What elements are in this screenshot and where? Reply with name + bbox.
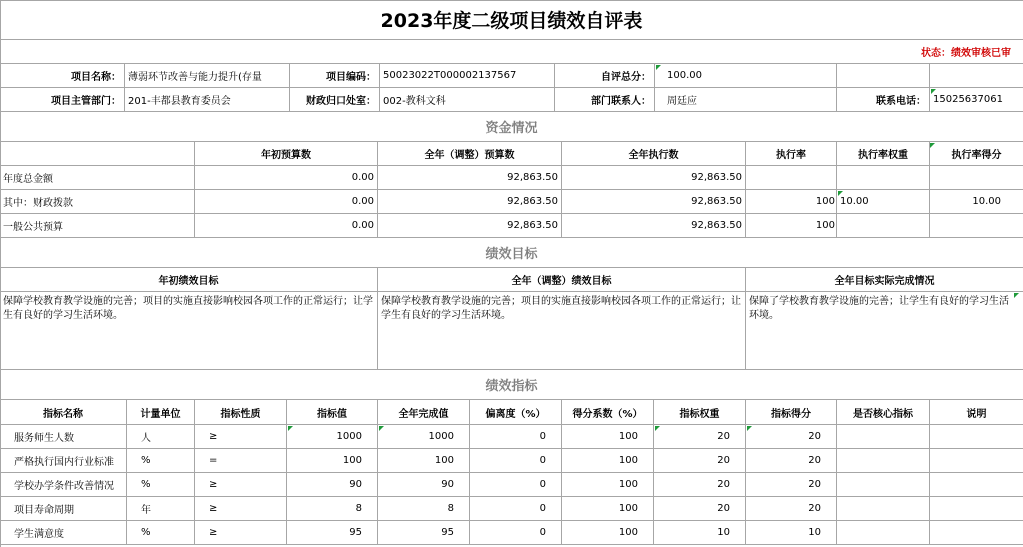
ind-coef[interactable]: 100 bbox=[562, 497, 654, 520]
ind-header-nature: 指标性质 bbox=[195, 400, 287, 424]
project-code-value[interactable]: 50023022T000002137567 bbox=[380, 64, 555, 87]
ind-note[interactable] bbox=[930, 473, 1023, 496]
finance-office-value[interactable]: 002-教科文科 bbox=[380, 88, 555, 111]
indicator-row bbox=[0, 449, 1023, 473]
ind-deviation[interactable]: 0 bbox=[470, 473, 562, 496]
ind-score[interactable]: 20 bbox=[746, 497, 837, 520]
phone-label: 联系电话： bbox=[837, 88, 930, 111]
funds-row-name: 一般公共预算 bbox=[0, 214, 195, 237]
goal-initial-text[interactable]: 保障学校教育教学设施的完善；项目的实施直接影响校园各项工作的正常运行；让学生有良好的学习生活环境。 bbox=[0, 292, 378, 369]
funds-row-rate[interactable]: 100 bbox=[746, 190, 837, 213]
indicator-row bbox=[0, 425, 1023, 449]
ind-note[interactable] bbox=[930, 497, 1023, 520]
ind-score[interactable]: 10 bbox=[746, 521, 837, 544]
ind-nature[interactable]: ≥ bbox=[195, 425, 287, 448]
ind-header-target: 指标值 bbox=[287, 400, 378, 424]
ind-actual[interactable]: 90 bbox=[378, 473, 470, 496]
funds-section-row bbox=[0, 112, 1023, 142]
ind-actual[interactable]: 8 bbox=[378, 497, 470, 520]
ind-header-deviation: 偏离度（%） bbox=[470, 400, 562, 424]
ind-target[interactable]: 100 bbox=[287, 449, 378, 472]
dept-label: 项目主管部门： bbox=[0, 88, 125, 111]
funds-row-initial[interactable]: 0.00 bbox=[195, 166, 378, 189]
funds-row-score[interactable]: 10.00 bbox=[972, 196, 1001, 207]
funds-header-weight: 执行率权重 bbox=[837, 142, 930, 165]
info-row-2 bbox=[0, 88, 1023, 112]
goal-actual-text[interactable]: 保障了学校教育教学设施的完善；让学生有良好的学习生活环境。 bbox=[749, 296, 1009, 321]
funds-row-score[interactable] bbox=[930, 214, 1023, 237]
ind-score[interactable]: 20 bbox=[746, 473, 837, 496]
info-empty-cell[interactable] bbox=[837, 64, 930, 87]
indicators-section-row bbox=[0, 370, 1023, 400]
funds-header-executed: 全年执行数 bbox=[562, 142, 746, 165]
ind-note[interactable] bbox=[930, 449, 1023, 472]
ind-core[interactable] bbox=[837, 425, 930, 448]
project-name-label: 项目名称： bbox=[0, 64, 125, 87]
ind-deviation[interactable]: 0 bbox=[470, 425, 562, 448]
ind-header-name: 指标名称 bbox=[0, 400, 127, 424]
indicators-header-row bbox=[0, 400, 1023, 425]
contact-label: 部门联系人： bbox=[555, 88, 655, 111]
ind-target[interactable]: 95 bbox=[287, 521, 378, 544]
ind-target[interactable]: 8 bbox=[287, 497, 378, 520]
ind-coef[interactable]: 100 bbox=[562, 425, 654, 448]
ind-name: 学生满意度 bbox=[0, 521, 127, 544]
ind-target[interactable]: 1000 bbox=[287, 425, 378, 448]
funds-row-rate[interactable] bbox=[746, 166, 837, 189]
ind-nature[interactable]: ≥ bbox=[195, 521, 287, 544]
ind-note[interactable] bbox=[930, 521, 1023, 544]
funds-section-title: 资金情况 bbox=[485, 121, 538, 136]
finance-office-label: 财政归口处室： bbox=[290, 88, 380, 111]
funds-header-initial: 年初预算数 bbox=[195, 142, 378, 165]
ind-coef[interactable]: 100 bbox=[562, 473, 654, 496]
project-name-value[interactable]: 薄弱环节改善与能力提升(存量 bbox=[125, 64, 290, 87]
ind-deviation[interactable]: 0 bbox=[470, 497, 562, 520]
ind-name: 学校办学条件改善情况 bbox=[0, 473, 127, 496]
ind-header-unit: 计量单位 bbox=[127, 400, 195, 424]
ind-core[interactable] bbox=[837, 497, 930, 520]
ind-name: 项目寿命周期 bbox=[0, 497, 127, 520]
ind-header-score: 指标得分 bbox=[746, 400, 837, 424]
funds-row-executed[interactable]: 92,863.50 bbox=[562, 214, 746, 237]
funds-row-executed[interactable]: 92,863.50 bbox=[562, 166, 746, 189]
ind-weight[interactable]: 20 bbox=[654, 449, 746, 472]
ind-score[interactable]: 20 bbox=[746, 449, 837, 472]
ind-target[interactable]: 90 bbox=[287, 473, 378, 496]
funds-header-empty bbox=[0, 142, 195, 165]
goals-header-actual: 全年目标实际完成情况 bbox=[834, 276, 935, 287]
funds-row-adjusted[interactable]: 92,863.50 bbox=[378, 190, 562, 213]
goal-adjusted-text[interactable]: 保障学校教育教学设施的完善；项目的实施直接影响校园各项工作的正常运行；让学生有良好的学习生活环境。 bbox=[378, 292, 746, 369]
ind-core[interactable] bbox=[837, 521, 930, 544]
ind-coef[interactable]: 100 bbox=[562, 449, 654, 472]
ind-header-actual: 全年完成值 bbox=[378, 400, 470, 424]
funds-row-weight[interactable] bbox=[837, 166, 930, 189]
ind-header-coef: 得分系数（%） bbox=[562, 400, 654, 424]
ind-core[interactable] bbox=[837, 473, 930, 496]
ind-weight[interactable]: 20 bbox=[654, 473, 746, 496]
ind-note[interactable] bbox=[930, 425, 1023, 448]
self-score-label: 自评总分： bbox=[555, 64, 655, 87]
funds-row-weight[interactable]: 10.00 bbox=[837, 190, 930, 213]
funds-row-rate[interactable]: 100 bbox=[746, 214, 837, 237]
info-row-1 bbox=[0, 64, 1023, 88]
ind-header-core: 是否核心指标 bbox=[837, 400, 930, 424]
ind-header-weight: 指标权重 bbox=[654, 400, 746, 424]
funds-header-row bbox=[0, 142, 1023, 166]
goals-content-row bbox=[0, 292, 1023, 370]
funds-row bbox=[0, 190, 1023, 214]
ind-core[interactable] bbox=[837, 449, 930, 472]
funds-row-score[interactable] bbox=[930, 166, 1023, 189]
funds-row-adjusted[interactable]: 92,863.50 bbox=[378, 214, 562, 237]
funds-row-adjusted[interactable]: 92,863.50 bbox=[378, 166, 562, 189]
ind-nature[interactable]: = bbox=[195, 449, 287, 472]
funds-row bbox=[0, 166, 1023, 190]
ind-deviation[interactable]: 0 bbox=[470, 449, 562, 472]
funds-row-initial[interactable]: 0.00 bbox=[195, 190, 378, 213]
self-score-value[interactable]: 100.00 bbox=[655, 64, 837, 87]
status-text: 状态：绩效审核已审 bbox=[921, 48, 1011, 59]
funds-row-name: 其中：财政拨款 bbox=[0, 190, 195, 213]
project-code-label: 项目编码： bbox=[290, 64, 380, 87]
goals-section-title: 绩效目标 bbox=[485, 247, 538, 262]
ind-name: 严格执行国内行业标准 bbox=[0, 449, 127, 472]
ind-actual[interactable]: 1000 bbox=[378, 425, 470, 448]
indicators-section-title: 绩效指标 bbox=[485, 379, 538, 394]
funds-row-executed[interactable]: 92,863.50 bbox=[562, 190, 746, 213]
ind-unit[interactable]: 人 bbox=[127, 425, 195, 448]
funds-row-initial[interactable]: 0.00 bbox=[195, 214, 378, 237]
ind-unit[interactable]: % bbox=[127, 473, 195, 496]
ind-unit[interactable]: % bbox=[127, 521, 195, 544]
goals-header-adjusted: 全年（调整）绩效目标 bbox=[378, 268, 746, 291]
funds-row bbox=[0, 214, 1023, 238]
goals-section-row bbox=[0, 238, 1023, 268]
ind-score[interactable]: 20 bbox=[746, 425, 837, 448]
page-title: 2023年度二级项目绩效自评表 bbox=[380, 10, 643, 32]
ind-nature[interactable]: ≥ bbox=[195, 473, 287, 496]
ind-weight[interactable]: 20 bbox=[654, 497, 746, 520]
ind-unit[interactable]: 年 bbox=[127, 497, 195, 520]
ind-coef[interactable]: 100 bbox=[562, 521, 654, 544]
funds-row-weight[interactable] bbox=[837, 214, 930, 237]
contact-value[interactable]: 周廷应 bbox=[655, 88, 837, 111]
ind-deviation[interactable]: 0 bbox=[470, 521, 562, 544]
funds-row-name: 年度总金额 bbox=[0, 166, 195, 189]
indicator-row bbox=[0, 473, 1023, 497]
ind-header-note: 说明 bbox=[966, 408, 987, 420]
funds-header-adjusted: 全年（调整）预算数 bbox=[378, 142, 562, 165]
status-row bbox=[0, 40, 1023, 64]
info-empty-cell[interactable] bbox=[930, 64, 1023, 87]
indicator-row bbox=[0, 521, 1023, 545]
ind-weight[interactable]: 10 bbox=[654, 521, 746, 544]
ind-name: 服务师生人数 bbox=[0, 425, 127, 448]
dept-value[interactable]: 201-丰都县教育委员会 bbox=[125, 88, 290, 111]
indicator-row bbox=[0, 497, 1023, 521]
funds-header-score: 执行率得分 bbox=[951, 150, 1002, 161]
ind-nature[interactable]: ≥ bbox=[195, 497, 287, 520]
goals-header-initial: 年初绩效目标 bbox=[0, 268, 378, 291]
phone-value[interactable]: 15025637061 bbox=[933, 94, 1003, 105]
goals-header-row bbox=[0, 268, 1023, 292]
funds-header-rate: 执行率 bbox=[746, 142, 837, 165]
title-row bbox=[0, 0, 1023, 40]
ind-weight[interactable]: 20 bbox=[654, 425, 746, 448]
ind-unit[interactable]: % bbox=[127, 449, 195, 472]
ind-actual[interactable]: 95 bbox=[378, 521, 470, 544]
ind-actual[interactable]: 100 bbox=[378, 449, 470, 472]
